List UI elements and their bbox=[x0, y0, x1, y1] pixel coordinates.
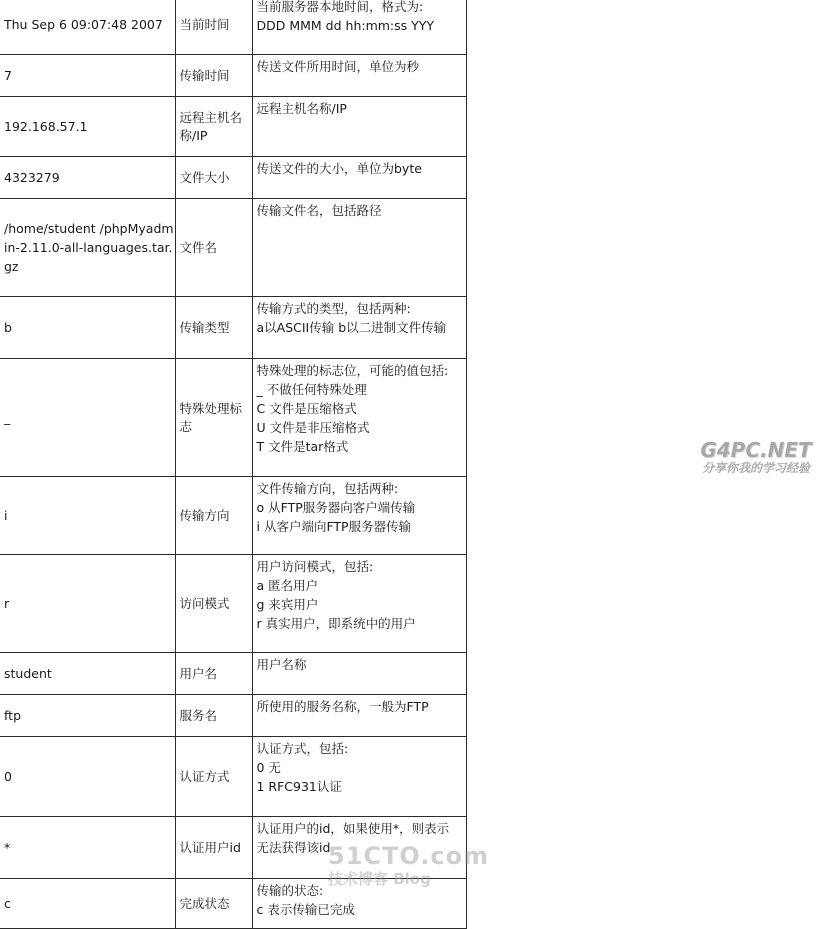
field-description-cell bbox=[252, 0, 466, 55]
description-line: 传送文件所用时间，单位为秒 bbox=[256, 59, 420, 74]
field-description-cell bbox=[252, 359, 466, 477]
table-row bbox=[0, 555, 466, 653]
description-line: i 从客户端向FTP服务器传输 bbox=[256, 519, 412, 534]
description-line: 传输文件名，包括路径 bbox=[256, 203, 382, 218]
description-line: T 文件是tar格式 bbox=[256, 439, 349, 454]
table-row bbox=[0, 97, 466, 157]
description-line: 特殊处理的标志位，可能的值包括: bbox=[256, 363, 449, 378]
description-line: 用户名称 bbox=[256, 657, 307, 672]
description-line: g 来宾用户 bbox=[256, 597, 319, 612]
description-line: 认证用户的id，如果使用*，则表示 bbox=[256, 821, 450, 836]
field-value-cell: student bbox=[0, 653, 175, 695]
description-line: o 从FTP服务器向客户端传输 bbox=[256, 500, 416, 515]
field-name-cell: 当前时间 bbox=[175, 0, 252, 55]
table-row bbox=[0, 477, 466, 555]
field-description-cell bbox=[252, 737, 466, 817]
table-row bbox=[0, 199, 466, 297]
field-name-cell: 认证方式 bbox=[175, 737, 252, 817]
table-row bbox=[0, 359, 466, 477]
description-line: 当前服务器本地时间，格式为: bbox=[256, 0, 424, 14]
watermark-logo-text: G4PC.NET bbox=[700, 438, 812, 462]
watermark-logo-text: 51CTO.com bbox=[328, 842, 490, 870]
field-name-cell: 访问模式 bbox=[175, 555, 252, 653]
field-value-cell: ftp bbox=[0, 695, 175, 737]
description-line: 1 RFC931认证 bbox=[256, 779, 342, 794]
field-name-cell: 文件名 bbox=[175, 199, 252, 297]
field-name-cell: 服务名 bbox=[175, 695, 252, 737]
table-row bbox=[0, 55, 466, 97]
description-line: 无法获得该id bbox=[256, 840, 331, 855]
description-line: 传输的状态: bbox=[256, 883, 324, 898]
watermark-slogan: 分享你我的学习经验 bbox=[701, 461, 810, 475]
field-name-cell: 传输类型 bbox=[175, 297, 252, 359]
field-value-cell: 7 bbox=[0, 55, 175, 97]
field-value-cell: r bbox=[0, 555, 175, 653]
field-name-cell: 远程主机名称/IP bbox=[175, 97, 252, 157]
field-value-cell: Thu Sep 6 09:07:48 2007 bbox=[0, 0, 175, 55]
description-line: 所使用的服务名称，一般为FTP bbox=[256, 699, 429, 714]
field-value-cell: _ bbox=[0, 359, 175, 477]
field-name-cell: 传输方向 bbox=[175, 477, 252, 555]
description-line: c 表示传输已完成 bbox=[256, 902, 355, 917]
description-line: 传送文件的大小，单位为byte bbox=[256, 161, 422, 176]
description-line: DDD MMM dd hh:mm:ss YYY bbox=[256, 18, 435, 33]
51cto-watermark bbox=[328, 842, 488, 889]
field-value-cell: * bbox=[0, 817, 175, 879]
g4pc-watermark bbox=[698, 438, 814, 476]
description-line: U 文件是非压缩格式 bbox=[256, 420, 370, 435]
field-value-cell: /home/student /phpMyadmin-2.11.0-all-languages.tar.gz bbox=[0, 199, 175, 297]
description-line: C 文件是压缩格式 bbox=[256, 401, 357, 416]
field-description-cell bbox=[252, 97, 466, 157]
field-value-cell: c bbox=[0, 879, 175, 929]
field-description-cell bbox=[252, 55, 466, 97]
table-row bbox=[0, 157, 466, 199]
field-name-cell: 完成状态 bbox=[175, 879, 252, 929]
field-description-cell bbox=[252, 695, 466, 737]
field-name-cell: 认证用户id bbox=[175, 817, 252, 879]
description-line: r 真实用户，即系统中的用户 bbox=[256, 616, 416, 631]
watermark-slogan: 技术博客 Blog bbox=[328, 870, 431, 888]
field-name-cell: 传输时间 bbox=[175, 55, 252, 97]
table-row bbox=[0, 695, 466, 737]
description-line: 0 无 bbox=[256, 760, 281, 775]
description-line: 文件传输方向，包括两种: bbox=[256, 481, 399, 496]
description-line: a 匿名用户 bbox=[256, 578, 319, 593]
field-name-cell: 文件大小 bbox=[175, 157, 252, 199]
field-description-cell bbox=[252, 555, 466, 653]
field-value-cell: 192.168.57.1 bbox=[0, 97, 175, 157]
field-value-cell: b bbox=[0, 297, 175, 359]
description-line: 传输方式的类型，包括两种: bbox=[256, 301, 411, 316]
table-row bbox=[0, 653, 466, 695]
field-name-cell: 特殊处理标志 bbox=[175, 359, 252, 477]
field-value-cell: 4323279 bbox=[0, 157, 175, 199]
description-line: _ 不做任何特殊处理 bbox=[256, 382, 367, 397]
field-value-cell: i bbox=[0, 477, 175, 555]
description-line: 远程主机名称/IP bbox=[256, 101, 347, 116]
field-value-cell: 0 bbox=[0, 737, 175, 817]
field-description-cell bbox=[252, 157, 466, 199]
field-name-cell: 用户名 bbox=[175, 653, 252, 695]
description-line: 认证方式，包括: bbox=[256, 741, 349, 756]
description-line: 用户访问模式，包括: bbox=[256, 559, 374, 574]
field-description-cell bbox=[252, 653, 466, 695]
table-row bbox=[0, 0, 466, 55]
table-row bbox=[0, 737, 466, 817]
field-description-cell bbox=[252, 477, 466, 555]
description-line: a以ASCII传输 b以二进制文件传输 bbox=[256, 320, 447, 335]
field-description-cell bbox=[252, 297, 466, 359]
table-row bbox=[0, 297, 466, 359]
field-description-cell bbox=[252, 199, 466, 297]
